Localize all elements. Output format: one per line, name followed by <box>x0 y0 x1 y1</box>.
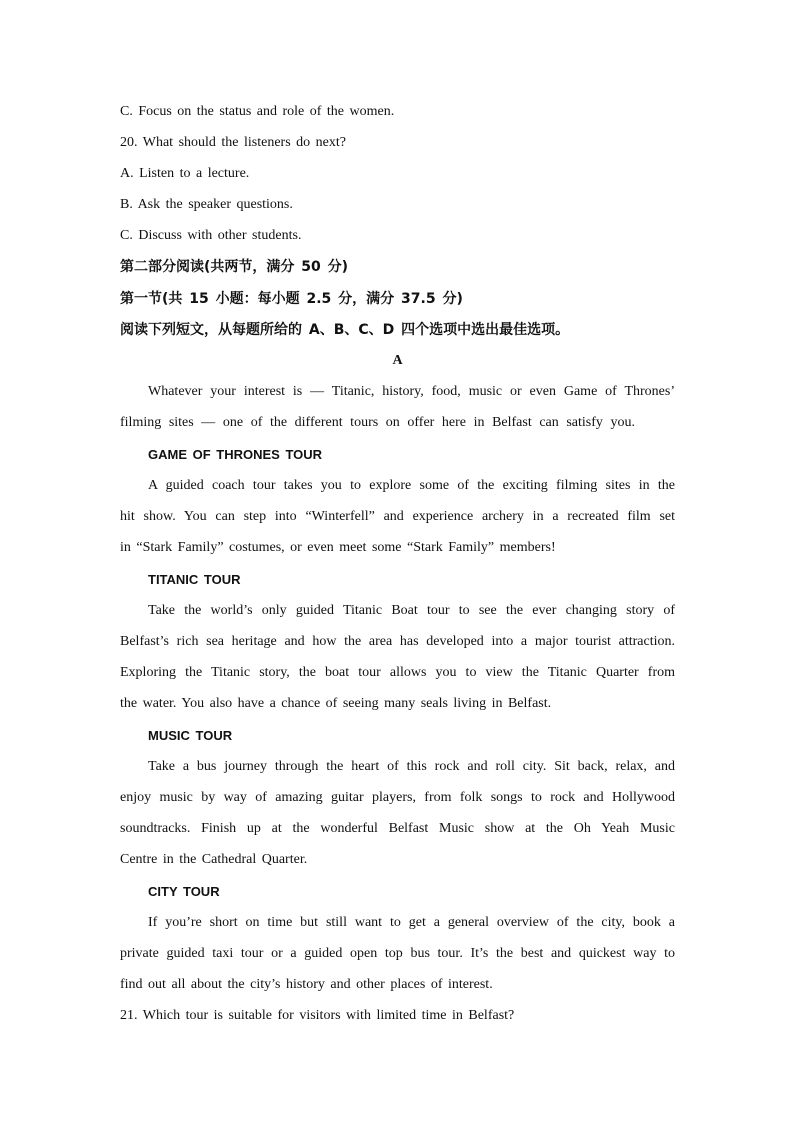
passage-line: If you’re short on time but still want to get a general overview of the city, book a <box>148 915 675 930</box>
passage-line: the water. You also have a chance of seeing many seals living in Belfast. <box>120 696 552 711</box>
q21-question: 21. Which tour is suitable for visitors with limited time in Belfast? <box>120 1008 515 1023</box>
passage-line: Exploring the Titanic story, the boat tour allows you to view the Titanic Quarter from <box>120 665 675 680</box>
q19-option-c: C. Focus on the status and role of the women. <box>120 104 395 119</box>
passage-line: soundtracks. Finish up at the wonderful Belfast Music show at the Oh Yeah Music <box>120 821 675 836</box>
tour-heading-titanic: TITANIC TOUR <box>148 572 241 587</box>
passage-letter: A <box>392 353 403 368</box>
passage-line: in “Stark Family” costumes, or even meet some “Stark Family” members! <box>120 540 556 555</box>
passage-intro-line: filming sites — one of the different tours on offer here in Belfast can satisfy you. <box>120 415 635 430</box>
passage-line: Take a bus journey through the heart of this rock and roll city. Sit back, relax, and <box>148 759 675 774</box>
section-title: 第一节(共 15 小题：每小题 2.5 分，满分 37.5 分) <box>120 291 463 307</box>
passage-line: Belfast’s rich sea heritage and how the area has developed into a major tourist attraction. <box>120 634 675 649</box>
instructions: 阅读下列短文，从每题所给的 A、B、C、D 四个选项中选出最佳选项。 <box>120 322 570 338</box>
passage-line: enjoy music by way of amazing guitar players, from folk songs to rock and Hollywood <box>120 790 675 805</box>
tour-heading-music: MUSIC TOUR <box>148 728 233 743</box>
passage-intro-line: Whatever your interest is — Titanic, history, food, music or even Game of Thrones’ <box>148 384 675 399</box>
passage-line: Centre in the Cathedral Quarter. <box>120 852 308 867</box>
tour-heading-city: CITY TOUR <box>148 884 220 899</box>
passage-line: Take the world’s only guided Titanic Boat tour to see the ever changing story of <box>148 603 675 618</box>
q20-question: 20. What should the listeners do next? <box>120 135 346 150</box>
q20-option-b: B. Ask the speaker questions. <box>120 197 293 212</box>
passage-line: private guided taxi tour or a guided open top bus tour. It’s the best and quickest way to <box>120 946 675 961</box>
passage-line: find out all about the city’s history and other places of interest. <box>120 977 493 992</box>
tour-heading-game-of-thrones: GAME OF THRONES TOUR <box>148 447 323 462</box>
q20-option-c: C. Discuss with other students. <box>120 228 302 243</box>
passage-line: hit show. You can step into “Winterfell” and experience archery in a recreated film set <box>120 509 675 524</box>
passage-line: A guided coach tour takes you to explore some of the exciting filming sites in the <box>148 478 675 493</box>
part-title: 第二部分阅读(共两节，满分 50 分) <box>120 259 349 275</box>
q20-option-a: A. Listen to a lecture. <box>120 166 250 181</box>
